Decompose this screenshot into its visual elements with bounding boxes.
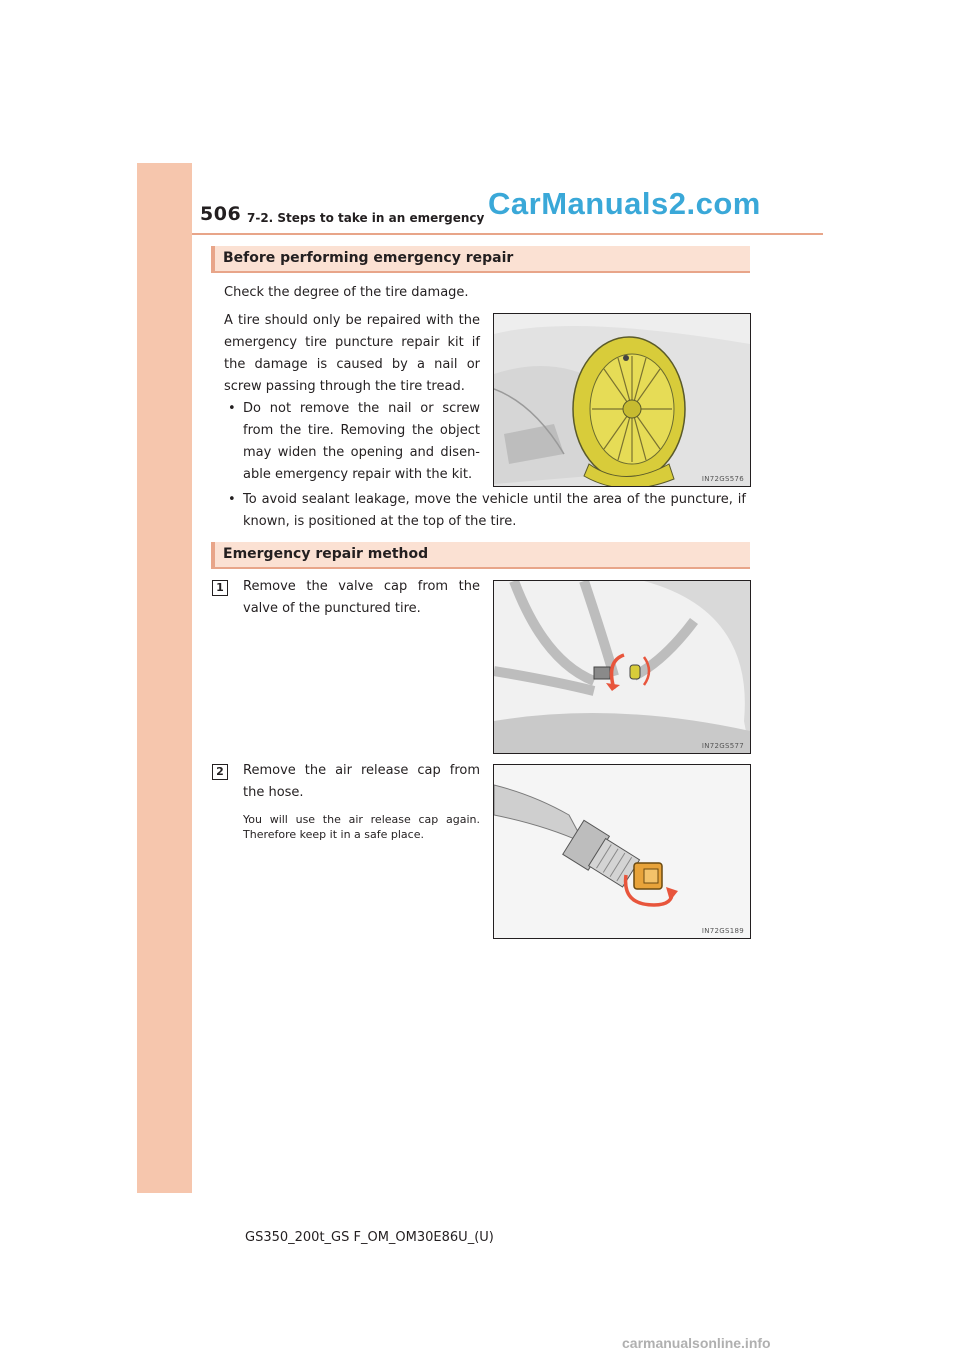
bullet-item — [228, 489, 746, 533]
bullet-item — [228, 398, 480, 486]
page-number: 506 — [200, 203, 242, 225]
watermark-top[interactable]: CarManuals2.com — [488, 186, 761, 221]
watermark-bottom[interactable]: carmanualsonline.info — [622, 1335, 771, 1351]
tire-illustration — [494, 314, 750, 486]
figure-air-release-cap — [493, 764, 751, 939]
intro-text: Check the degree of the tire damage. — [224, 285, 469, 300]
chapter-side-tab — [137, 163, 192, 1193]
section-title: Emergency repair method — [223, 546, 429, 562]
section-title: Before performing emergency repair — [223, 250, 514, 266]
figure-punctured-tire — [493, 313, 751, 487]
bullet-text: To avoid sealant leakage, move the vehicle until the area of the puncture, if known, is positioned at the top of the tire. — [243, 492, 746, 529]
figure-code: IN72GS577 — [701, 742, 744, 750]
section-heading-before-repair — [211, 246, 750, 273]
step-number-1: 1 — [212, 580, 228, 596]
step-number-2: 2 — [212, 764, 228, 780]
figure-code: IN72GS189 — [701, 927, 744, 935]
bullet-text: Do not remove the nail or screw from the tire. Removing the object may widen the opening and disen-able emergency repair with the kit. — [243, 401, 480, 482]
bullet-dot: • — [228, 401, 236, 416]
figure-code: IN72GS576 — [701, 475, 744, 483]
step-2-text: Remove the air release cap from the hose. — [243, 763, 480, 800]
hose-illustration — [494, 765, 750, 938]
header-rule — [192, 233, 823, 235]
damage-paragraph: A tire should only be repaired with the emergency tire puncture repair kit if the damage is caused by a nail or screw passing through the tire tread. — [224, 313, 480, 394]
step-2-note: You will use the air release cap again. Therefore keep it in a safe place. — [243, 813, 480, 841]
valve-illustration — [494, 581, 750, 753]
running-head: 7-2. Steps to take in an emergency — [247, 211, 485, 225]
bullet-dot: • — [228, 492, 236, 507]
section-heading-repair-method — [211, 542, 750, 569]
footer-doc-id: GS350_200t_GS F_OM_OM30E86U_(U) — [245, 1230, 494, 1245]
step-1-text: Remove the valve cap from the valve of the punctured tire. — [243, 579, 480, 616]
figure-valve-cap — [493, 580, 751, 754]
